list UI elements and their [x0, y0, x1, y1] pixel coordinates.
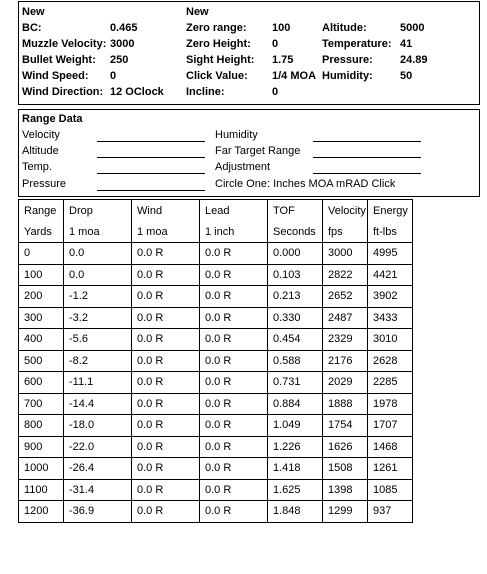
- velocity-cell: 3000: [323, 243, 368, 265]
- drop-header: Drop: [64, 200, 132, 222]
- velocity-cell: 1754: [323, 415, 368, 437]
- drop-cell: -8.2: [64, 350, 132, 372]
- humidity-blank-line: [313, 141, 421, 142]
- range-cell: 800: [19, 415, 64, 437]
- velocity-cell: 2329: [323, 329, 368, 351]
- table-row: [19, 264, 413, 286]
- range-header: Range: [19, 200, 64, 222]
- sight-height-label: Sight Height:: [186, 54, 255, 66]
- pressure-label: Pressure:: [322, 54, 373, 66]
- drop-cell: -36.9: [64, 501, 132, 523]
- tof-cell: 0.731: [268, 372, 323, 394]
- lead-cell: 0.0 R: [200, 329, 268, 351]
- drop-cell: -1.2: [64, 286, 132, 308]
- range-cell: 600: [19, 372, 64, 394]
- velocity-cell: 1626: [323, 436, 368, 458]
- temperature-value: 41: [400, 38, 413, 50]
- wind-cell: 0.0 R: [132, 393, 200, 415]
- tof-cell: 0.884: [268, 393, 323, 415]
- drop-cell: 0.0: [64, 264, 132, 286]
- pressure-value: 24.89: [400, 54, 428, 66]
- altitude-label: Altitude:: [322, 22, 367, 34]
- wind-cell: 0.0 R: [132, 415, 200, 437]
- velocity-blank-line: [97, 141, 205, 142]
- energy-cell: 1085: [368, 479, 413, 501]
- range-cell: 200: [19, 286, 64, 308]
- wind-cell: 0.0 R: [132, 458, 200, 480]
- temperature-label: Temperature:: [322, 38, 392, 50]
- velocity-cell: 2176: [323, 350, 368, 372]
- temp-blank-line: [97, 173, 205, 174]
- lead-cell: 0.0 R: [200, 436, 268, 458]
- energy-cell: 2628: [368, 350, 413, 372]
- table-row: [19, 350, 413, 372]
- velocity-cell: 1508: [323, 458, 368, 480]
- left-column-title: New: [22, 6, 45, 18]
- altitude-blank-line: [97, 157, 205, 158]
- middle-column-title: New: [186, 6, 209, 18]
- muzzle-velocity-label: Muzzle Velocity:: [22, 38, 107, 50]
- tof-cell: 1.848: [268, 501, 323, 523]
- energy-cell: 3010: [368, 329, 413, 351]
- muzzle-velocity-value: 3000: [110, 38, 135, 50]
- lead-header: Lead: [200, 200, 268, 222]
- bullet-weight-label: Bullet Weight:: [22, 54, 96, 66]
- lead-cell: 0.0 R: [200, 350, 268, 372]
- bc-label: BC:: [22, 22, 42, 34]
- pressure-blank-line: [97, 190, 205, 191]
- lead-cell: 0.0 R: [200, 372, 268, 394]
- energy-cell: 3902: [368, 286, 413, 308]
- bullet-weight-value: 250: [110, 54, 129, 66]
- pressure-field-label: Pressure: [22, 178, 67, 190]
- bc-value: 0.465: [110, 22, 138, 34]
- velocity-cell: 2652: [323, 286, 368, 308]
- lead-cell: 0.0 R: [200, 393, 268, 415]
- velocity-cell: 2029: [323, 372, 368, 394]
- range-cell: 1200: [19, 501, 64, 523]
- wind-cell: 0.0 R: [132, 286, 200, 308]
- drop-unit: 1 moa: [64, 221, 132, 243]
- drop-cell: -14.4: [64, 393, 132, 415]
- wind-direction-label: Wind Direction:: [22, 86, 104, 98]
- wind-cell: 0.0 R: [132, 329, 200, 351]
- velocity-unit: fps: [323, 221, 368, 243]
- zero-range-label: Zero range:: [186, 22, 247, 34]
- zero-height-value: 0: [272, 38, 279, 50]
- wind-cell: 0.0 R: [132, 307, 200, 329]
- tof-cell: 0.103: [268, 264, 323, 286]
- far-target-range-field-label: Far Target Range: [215, 145, 301, 157]
- lead-cell: 0.0 R: [200, 415, 268, 437]
- energy-cell: 3433: [368, 307, 413, 329]
- tof-header: TOF: [268, 200, 323, 222]
- table-row: [19, 372, 413, 394]
- wind-cell: 0.0 R: [132, 264, 200, 286]
- velocity-cell: 1888: [323, 393, 368, 415]
- velocity-header: Velocity: [323, 200, 368, 222]
- zero-height-label: Zero Height:: [186, 38, 251, 50]
- energy-cell: 4995: [368, 243, 413, 265]
- wind-cell: 0.0 R: [132, 243, 200, 265]
- table-row: [19, 307, 413, 329]
- tof-cell: 1.625: [268, 479, 323, 501]
- lead-cell: 0.0 R: [200, 243, 268, 265]
- range-cell: 700: [19, 393, 64, 415]
- table-row: [19, 415, 413, 437]
- drop-cell: 0.0: [64, 243, 132, 265]
- drop-cell: -11.1: [64, 372, 132, 394]
- range-cell: 300: [19, 307, 64, 329]
- tof-cell: 0.588: [268, 350, 323, 372]
- wind-unit: 1 moa: [132, 221, 200, 243]
- table-row: [19, 286, 413, 308]
- wind-cell: 0.0 R: [132, 372, 200, 394]
- altitude-field-label: Altitude: [22, 145, 59, 157]
- energy-header: Energy: [368, 200, 413, 222]
- wind-header: Wind: [132, 200, 200, 222]
- range-cell: 1100: [19, 479, 64, 501]
- tof-cell: 1.049: [268, 415, 323, 437]
- range-cell: 1000: [19, 458, 64, 480]
- table-row: [19, 479, 413, 501]
- energy-cell: 1261: [368, 458, 413, 480]
- drop-cell: -22.0: [64, 436, 132, 458]
- tof-unit: Seconds: [268, 221, 323, 243]
- tof-cell: 0.330: [268, 307, 323, 329]
- drop-cell: -3.2: [64, 307, 132, 329]
- range-cell: 0: [19, 243, 64, 265]
- wind-cell: 0.0 R: [132, 436, 200, 458]
- lead-cell: 0.0 R: [200, 264, 268, 286]
- tof-cell: 1.418: [268, 458, 323, 480]
- altitude-value: 5000: [400, 22, 425, 34]
- sight-height-value: 1.75: [272, 54, 294, 66]
- energy-cell: 4421: [368, 264, 413, 286]
- humidity-value: 50: [400, 70, 413, 82]
- ballistic-parameters-box: [18, 1, 480, 105]
- click-value-label: Click Value:: [186, 70, 248, 82]
- table-row: [19, 393, 413, 415]
- lead-unit: 1 inch: [200, 221, 268, 243]
- humidity-label: Humidity:: [322, 70, 373, 82]
- velocity-field-label: Velocity: [22, 129, 60, 141]
- table-row: [19, 501, 413, 523]
- energy-unit: ft-lbs: [368, 221, 413, 243]
- table-row: [19, 329, 413, 351]
- range-data-title: Range Data: [22, 113, 83, 125]
- table-row: [19, 243, 413, 265]
- wind-cell: 0.0 R: [132, 350, 200, 372]
- adjustment-field-label: Adjustment: [215, 161, 271, 173]
- incline-value: 0: [272, 86, 279, 98]
- tof-cell: 0.213: [268, 286, 323, 308]
- range-cell: 400: [19, 329, 64, 351]
- drop-cell: -31.4: [64, 479, 132, 501]
- incline-label: Incline:: [186, 86, 225, 98]
- energy-cell: 1468: [368, 436, 413, 458]
- ballistics-table: [18, 199, 413, 523]
- temp-field-label: Temp.: [22, 161, 52, 173]
- tof-cell: 0.000: [268, 243, 323, 265]
- energy-cell: 1978: [368, 393, 413, 415]
- humidity-field-label: Humidity: [215, 129, 258, 141]
- click-value-value: 1/4 MOA: [272, 70, 317, 82]
- range-cell: 900: [19, 436, 64, 458]
- drop-cell: -18.0: [64, 415, 132, 437]
- range-data-box: [18, 109, 480, 197]
- table-row: [19, 458, 413, 480]
- drop-cell: -5.6: [64, 329, 132, 351]
- wind-direction-value: 12 OClock: [110, 86, 164, 98]
- adjustment-blank-line: [313, 173, 421, 174]
- wind-speed-value: 0: [110, 70, 117, 82]
- wind-cell: 0.0 R: [132, 479, 200, 501]
- drop-cell: -26.4: [64, 458, 132, 480]
- range-unit: Yards: [19, 221, 64, 243]
- lead-cell: 0.0 R: [200, 501, 268, 523]
- range-cell: 100: [19, 264, 64, 286]
- energy-cell: 1707: [368, 415, 413, 437]
- table-unit-row: [19, 221, 413, 243]
- lead-cell: 0.0 R: [200, 307, 268, 329]
- table-row: [19, 436, 413, 458]
- velocity-cell: 2487: [323, 307, 368, 329]
- lead-cell: 0.0 R: [200, 458, 268, 480]
- tof-cell: 0.454: [268, 329, 323, 351]
- lead-cell: 0.0 R: [200, 479, 268, 501]
- lead-cell: 0.0 R: [200, 286, 268, 308]
- circle-one-units-text: Circle One: Inches MOA mRAD Click: [215, 178, 396, 190]
- zero-range-value: 100: [272, 22, 291, 34]
- energy-cell: 937: [368, 501, 413, 523]
- energy-cell: 2285: [368, 372, 413, 394]
- wind-cell: 0.0 R: [132, 501, 200, 523]
- far-target-range-blank-line: [313, 157, 421, 158]
- range-cell: 500: [19, 350, 64, 372]
- wind-speed-label: Wind Speed:: [22, 70, 89, 82]
- table-header-row: [19, 200, 413, 222]
- tof-cell: 1.226: [268, 436, 323, 458]
- velocity-cell: 2822: [323, 264, 368, 286]
- velocity-cell: 1299: [323, 501, 368, 523]
- velocity-cell: 1398: [323, 479, 368, 501]
